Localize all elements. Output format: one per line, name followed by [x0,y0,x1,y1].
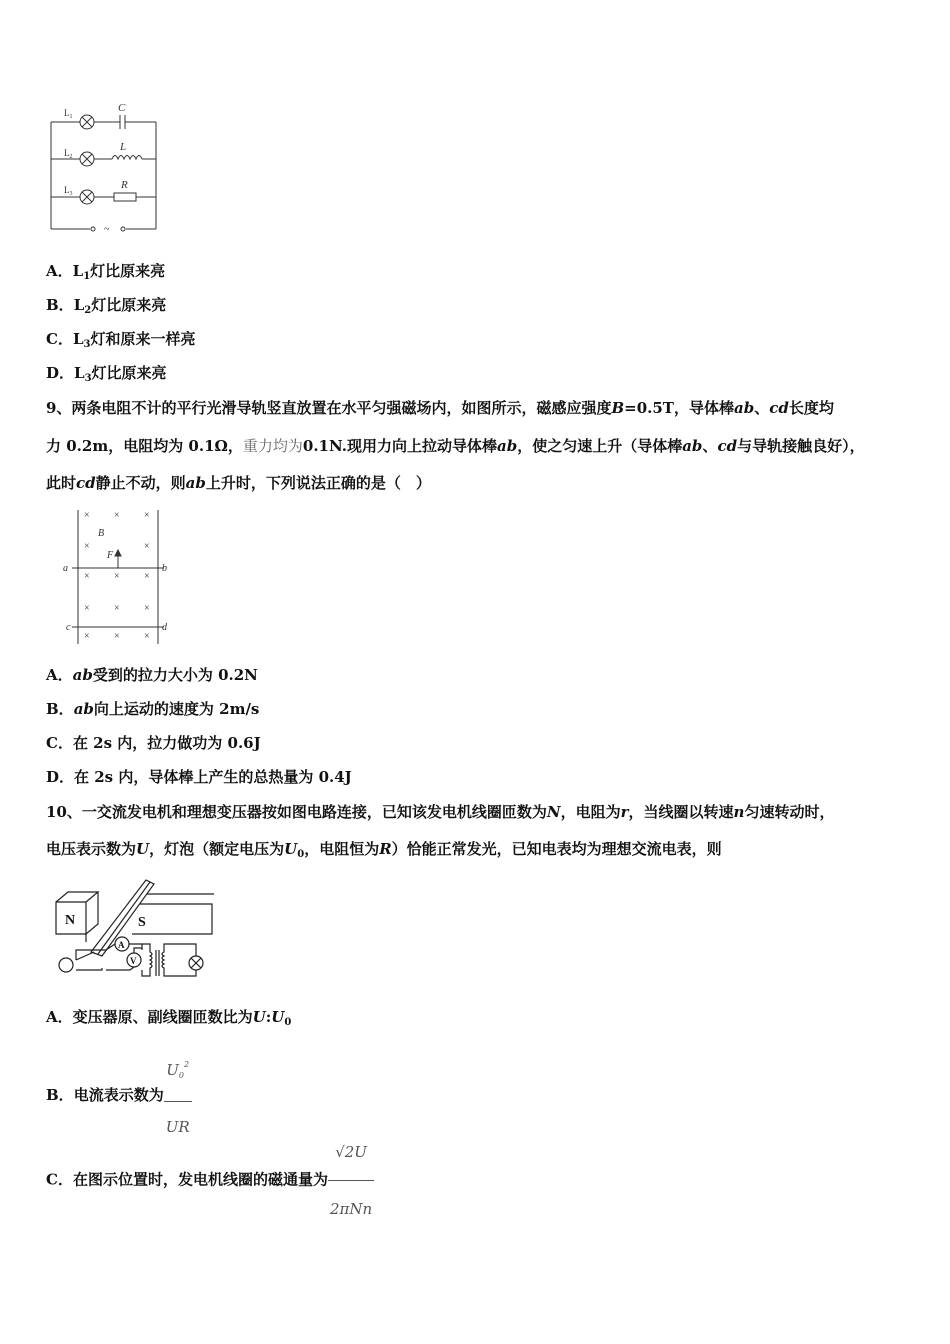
q10-option-c[interactable]: C．在图示位置时，发电机线圈的磁通量为 $\frac{√2U}{\text{2πNn}}$ [46,1124,374,1237]
q10-option-b[interactable]: B．电流表示数为 $\frac{U_0^2}{UR}$ [46,1040,192,1152]
label-a: a [63,563,68,574]
svg-text:×: × [84,603,90,614]
magnet-n-label: N [65,913,76,928]
q10-stem-line1: 10、一交流发电机和理想变压器按如图电路连接，已知该发电机线圈匝数为N，电阻为r，当线圈以转速n匀速转动时， [46,803,835,821]
label-ac-source: ~ [104,224,110,235]
svg-text:×: × [144,571,150,582]
label-capacitor: C [118,102,126,114]
formula-flux: $\frac{√2U}{\text{2πNn}}$ [328,1124,374,1237]
label-l2: $L_2$ [64,148,73,160]
q8-option-d[interactable]: D．$L_3$灯比原来亮 [46,364,167,384]
q10-generator-figure [46,872,214,984]
label-d: d [162,622,167,633]
q9-stem-line2: 力 0.2m，电阻均为 0.1Ω，重力均为0.1N.现用力向上拉动导体棒ab，使之匀速上升（导体棒ab、cd与导轨接触良好）， [46,437,865,455]
label-field-b: B [98,528,105,539]
q9-option-d[interactable]: D．在 2s 内，导体棒上产生的总热量为 0.4J [46,768,352,786]
label-resistor: R [121,179,128,191]
q10-stem-line2: 电压表示数为U，灯泡（额定电压为$U_0$，电阻恒为R）恰能正常发光，已知电表均为理想交流电表，则 [46,840,722,860]
label-l1: $L_1$ [64,108,73,120]
q8-option-a[interactable]: A．$L_1$灯比原来亮 [46,262,166,282]
svg-text:×: × [114,571,120,582]
svg-text:×: × [144,541,150,552]
field-cross-marks [84,510,150,642]
label-b: b [162,563,167,574]
svg-text:×: × [144,510,150,521]
label-c: c [66,622,71,633]
q9-stem-line1: 9、两条电阻不计的平行光滑导轨竖直放置在水平匀强磁场内，如图所示，磁感应强度B=0.5T，导体棒ab、cd长度均 [46,399,834,417]
ammeter-label: A [118,940,125,950]
label-force-f: F [107,550,114,561]
q9-option-b[interactable]: B．ab向上运动的速度为 2m/s [46,700,260,718]
svg-text:×: × [114,631,120,642]
q8-option-b[interactable]: B．$L_2$灯比原来亮 [46,296,167,316]
svg-text:×: × [144,603,150,614]
formula-current: $\frac{U_0^2}{UR}$ [164,1040,192,1152]
svg-text:×: × [114,603,120,614]
svg-text:×: × [84,571,90,582]
svg-text:×: × [84,631,90,642]
svg-text:×: × [114,510,120,521]
svg-text:×: × [144,631,150,642]
voltmeter-label: V [130,956,137,966]
svg-text:×: × [84,510,90,521]
label-l3: $L_3$ [64,185,73,197]
q9-rails-figure [58,508,178,646]
q8-circuit-figure [44,100,164,236]
q10-option-a[interactable]: A．变压器原、副线圈匝数比为$U:U_0$ [46,1008,292,1028]
q8-option-c[interactable]: C．$L_3$灯和原来一样亮 [46,330,196,350]
q9-stem-line3: 此时cd静止不动，则ab上升时，下列说法正确的是（ ） [46,474,431,492]
q9-option-c[interactable]: C．在 2s 内，拉力做功为 0.6J [46,734,261,752]
label-inductor: L [120,141,127,153]
q9-option-a[interactable]: A．ab受到的拉力大小为 0.2N [46,666,258,684]
svg-text:×: × [84,541,90,552]
magnet-s-label: S [138,915,146,930]
